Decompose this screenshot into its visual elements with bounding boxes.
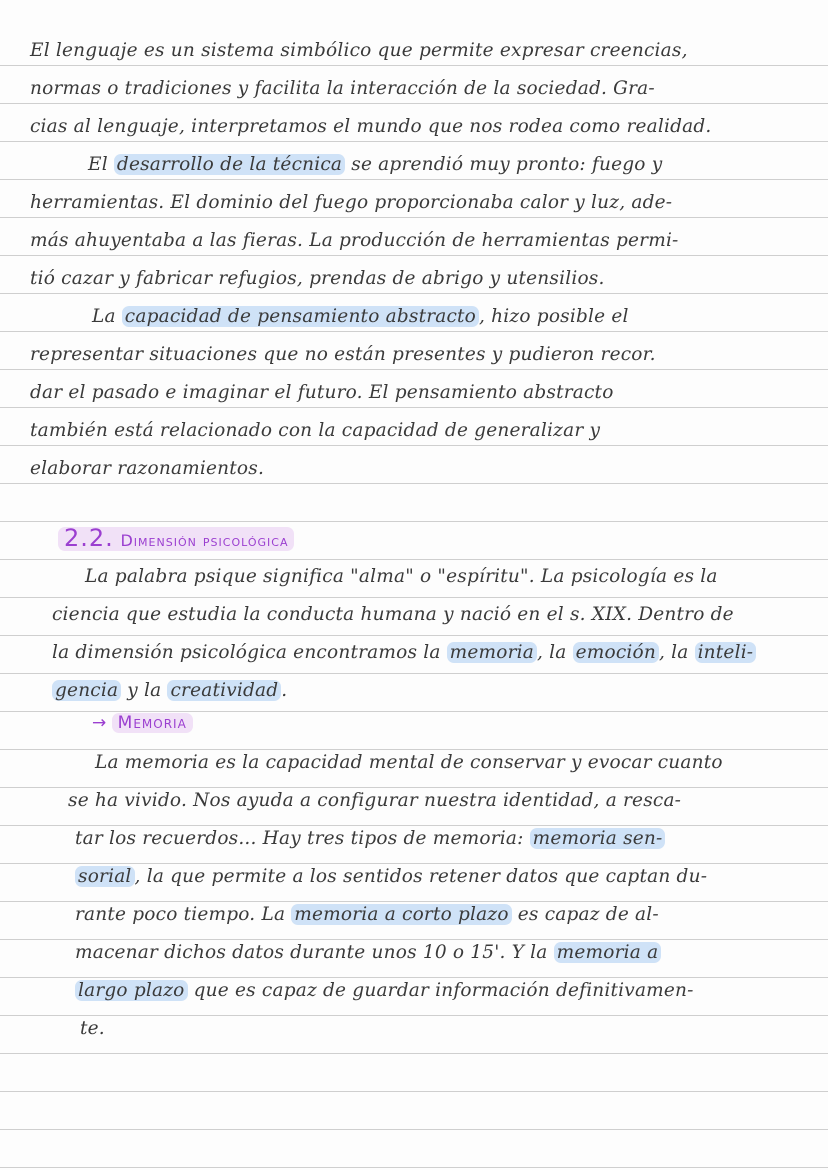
text-segment: La: [92, 306, 122, 327]
subsection-title: Memoria: [117, 713, 187, 733]
text-line: [30, 344, 656, 366]
subsection-heading: [92, 713, 193, 733]
text-line: [52, 642, 756, 664]
text-segment: también está relacionado con la capacidad de generalizar y: [30, 420, 601, 441]
text-line: [30, 78, 655, 100]
highlighted-term: creatividad: [167, 680, 281, 701]
text-line: [52, 604, 734, 626]
text-segment: rante poco tiempo. La: [75, 904, 292, 925]
text-line: [75, 828, 665, 850]
text-line: [75, 904, 659, 926]
section-heading: [58, 524, 294, 552]
text-line: [30, 40, 688, 62]
text-segment: La palabra psique significa "alma" o "espíritu". La psicología es la: [85, 566, 718, 587]
text-segment: se aprendió muy pronto: fuego y: [345, 154, 663, 175]
text-segment: ciencia que estudia la conducta humana y nació en el s. XIX. Dentro de: [52, 604, 734, 625]
text-line: [75, 942, 661, 964]
text-segment: es capaz de al-: [511, 904, 659, 925]
text-line: [30, 116, 712, 138]
text-line: [52, 680, 287, 702]
text-segment: macenar dichos datos durante unos 10 o 15'. Y la: [75, 942, 554, 963]
text-segment: El lenguaje es un sistema simbólico que permite expresar creencias,: [30, 40, 688, 61]
text-line: [80, 1018, 105, 1040]
text-segment: cias al lenguaje, interpretamos el mundo que nos rodea como realidad.: [30, 116, 712, 137]
text-line: [30, 382, 614, 404]
text-segment: , la que permite a los sentidos retener datos que captan du-: [134, 866, 708, 887]
text-line: [30, 192, 672, 214]
text-segment: normas o tradiciones y facilita la interacción de la sociedad. Gra-: [30, 78, 655, 99]
text-segment: , la: [658, 642, 695, 663]
highlighted-term: sorial: [75, 866, 135, 887]
text-segment: y la: [121, 680, 168, 701]
text-segment: herramientas. El dominio del fuego proporcionaba calor y luz, ade-: [30, 192, 673, 213]
text-line: [30, 268, 605, 290]
section-number: 2.2.: [64, 524, 114, 552]
text-segment: la dimensión psicológica encontramos la: [52, 642, 447, 663]
highlighted-term: memoria: [447, 642, 537, 663]
section-title: Dimensión psicológica: [120, 531, 289, 550]
highlighted-term: memoria a: [554, 942, 662, 963]
text-segment: dar el pasado e imaginar el futuro. El pensamiento abstracto: [30, 382, 614, 403]
text-segment: La memoria es la capacidad mental de conservar y evocar cuanto: [95, 752, 723, 773]
text-segment: , la: [537, 642, 573, 663]
text-line: [95, 752, 723, 774]
text-segment: representar situaciones que no están presentes y pudieron recor.: [30, 344, 656, 365]
highlighted-term: largo plazo: [75, 980, 188, 1001]
highlighted-term: desarrollo de la técnica: [114, 154, 345, 175]
text-line: [85, 566, 718, 588]
highlighted-term: inteli-: [695, 642, 757, 663]
text-line: [30, 420, 600, 442]
text-segment: elaborar razonamientos.: [30, 458, 265, 479]
text-line: [92, 306, 629, 328]
highlighted-term: emoción: [573, 642, 659, 663]
text-segment: , hizo posible el: [479, 306, 629, 327]
text-line: [68, 790, 681, 812]
highlighted-term: capacidad de pensamiento abstracto: [122, 306, 479, 327]
text-line: [88, 154, 662, 176]
text-segment: más ahuyentaba a las fieras. La producción de herramientas permi-: [30, 230, 679, 251]
text-line: [75, 980, 694, 1002]
text-line: [30, 230, 679, 252]
text-line: [75, 866, 707, 888]
text-segment: que es capaz de guardar información definitivamen-: [187, 980, 694, 1001]
text-segment: .: [281, 680, 288, 701]
text-segment: tar los recuerdos... Hay tres tipos de memoria:: [75, 828, 530, 849]
highlighted-term: gencia: [52, 680, 121, 701]
text-segment: El: [88, 154, 114, 175]
text-segment: se ha vivido. Nos ayuda a configurar nuestra identidad, a resca-: [68, 790, 682, 811]
highlighted-term: memoria sen-: [530, 828, 666, 849]
text-segment: tió cazar y fabricar refugios, prendas de abrigo y utensilios.: [30, 268, 605, 289]
highlighted-term: memoria a corto plazo: [291, 904, 511, 925]
text-segment: te.: [80, 1018, 105, 1039]
arrow-icon: →: [92, 713, 107, 733]
text-line: [30, 458, 264, 480]
